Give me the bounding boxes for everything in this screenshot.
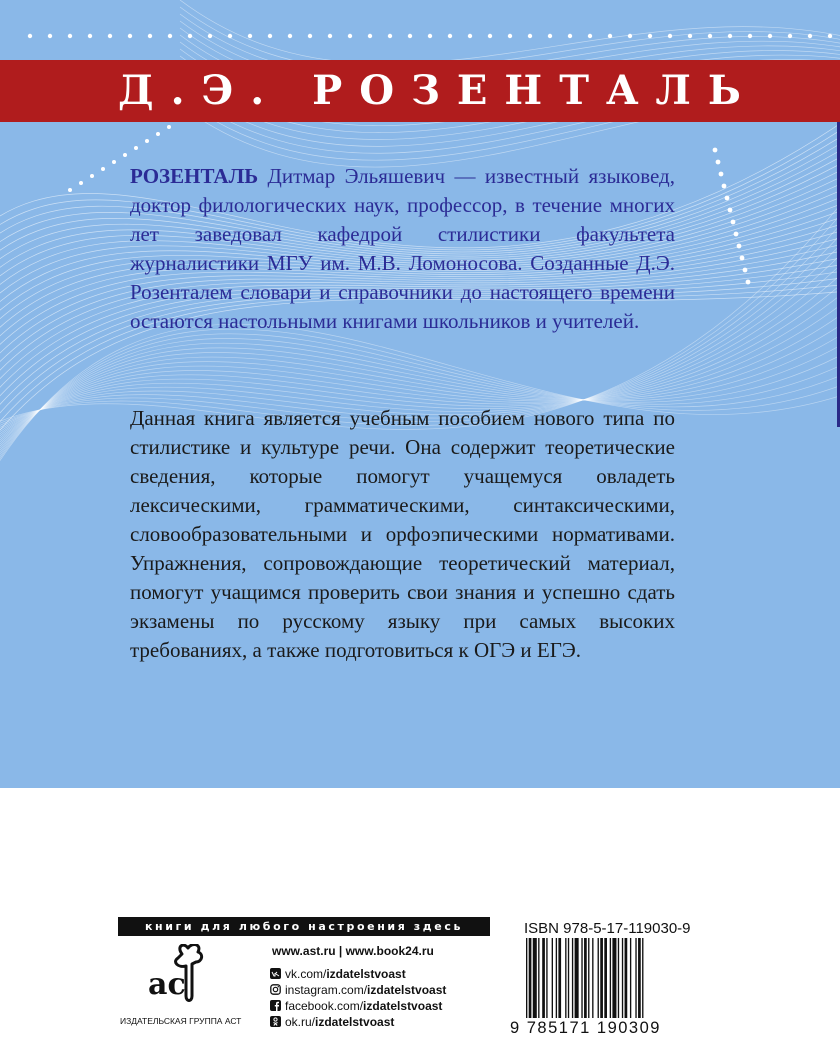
- decor-dot: [156, 132, 160, 136]
- decor-dot: [548, 34, 552, 38]
- website-links[interactable]: www.ast.ru | www.book24.ru: [272, 944, 434, 958]
- barcode-bar: [529, 938, 532, 1018]
- barcode-bar: [581, 938, 582, 1018]
- odnoklassniki-icon: [270, 1016, 281, 1027]
- decor-dot: [28, 34, 32, 38]
- decor-dot: [368, 34, 372, 38]
- barcode-bar: [546, 938, 547, 1018]
- decor-dot: [308, 34, 312, 38]
- decor-dot: [568, 34, 572, 38]
- tagline: книги для любого настроения здесь: [118, 917, 490, 936]
- barcode-bar: [568, 938, 569, 1018]
- decor-dot: [288, 34, 292, 38]
- barcode-bar: [630, 938, 631, 1018]
- decor-dot: [228, 34, 232, 38]
- barcode-bar: [558, 938, 561, 1018]
- social-link-odnoklassniki[interactable]: [270, 1014, 446, 1029]
- barcode-bar: [642, 938, 643, 1018]
- decor-dot: [328, 34, 332, 38]
- social-prefix: vk.com/: [285, 966, 327, 981]
- decor-dot: [108, 34, 112, 38]
- barcode-bar: [638, 938, 641, 1018]
- decor-dot: [123, 153, 127, 157]
- isbn-number: ISBN 978-5-17-119030-9: [524, 920, 691, 937]
- barcode-bar: [622, 938, 623, 1018]
- ean-digits: 9 785171 190309: [510, 1019, 661, 1037]
- barcode-bar: [588, 938, 589, 1018]
- social-link-instagram[interactable]: [270, 982, 446, 997]
- decor-dot: [748, 34, 752, 38]
- decor-dot: [508, 34, 512, 38]
- barcode-bar: [526, 938, 527, 1018]
- decor-dot: [528, 34, 532, 38]
- decor-dot: [608, 34, 612, 38]
- barcode-bar: [572, 938, 573, 1018]
- decor-dot: [743, 268, 748, 273]
- decor-dot: [488, 34, 492, 38]
- decor-dot: [68, 188, 72, 192]
- book-description: Данная книга является учебным пособием нового типа по стилистике и культуре речи. Она содержит теоретические сведения, которые помогут учащемуся овладеть лексическими, грамматическими, синтаксическими, словообразовательными и орфоэпическими нормативами. Упражнения, сопровождающие теоретический материал, помогут учащимся проверить свои знания и успешно сдать экзамены по русскому языку при самых высоких требованиях, а также подготовиться к ОГЭ и ЕГЭ.: [130, 406, 675, 662]
- decor-dot: [468, 34, 472, 38]
- social-prefix: instagram.com/: [285, 982, 368, 997]
- barcode-bar: [556, 938, 557, 1018]
- barcode-bar: [612, 938, 616, 1018]
- publisher-name: ИЗДАТЕЛЬСКАЯ ГРУППА АСТ: [120, 1016, 242, 1026]
- decor-dot: [248, 34, 252, 38]
- social-handle: izdatelstvoast: [326, 966, 406, 981]
- social-handle: izdatelstvoast: [315, 1014, 395, 1029]
- decor-dot: [448, 34, 452, 38]
- social-handle: izdatelstvoast: [363, 998, 443, 1013]
- facebook-icon: [270, 1000, 281, 1011]
- barcode-bar: [592, 938, 593, 1018]
- decor-dot: [48, 34, 52, 38]
- social-prefix: facebook.com/: [285, 998, 364, 1013]
- social-handle: izdatelstvoast: [367, 982, 447, 997]
- barcode: [524, 938, 712, 1018]
- decor-dot: [101, 167, 105, 171]
- decor-dot: [428, 34, 432, 38]
- barcode-bar: [635, 938, 636, 1018]
- decor-dot: [88, 34, 92, 38]
- decor-dot: [768, 34, 772, 38]
- barcode-bar: [598, 938, 599, 1018]
- decor-dot: [90, 174, 94, 178]
- decor-dot: [737, 244, 742, 249]
- ast-logo: [142, 944, 224, 1008]
- decor-dot: [740, 256, 745, 261]
- barcode-bar: [552, 938, 553, 1018]
- decor-dot: [668, 34, 672, 38]
- social-link-facebook[interactable]: [270, 998, 446, 1013]
- decor-dot: [268, 34, 272, 38]
- decor-dot: [128, 34, 132, 38]
- decor-dot: [188, 34, 192, 38]
- decor-dot: [588, 34, 592, 38]
- barcode-bar: [542, 938, 545, 1018]
- decor-dot: [388, 34, 392, 38]
- decor-dot: [148, 34, 152, 38]
- instagram-icon: [270, 984, 281, 995]
- decor-dot: [719, 172, 724, 177]
- decor-dot: [722, 184, 727, 189]
- decor-dot: [208, 34, 212, 38]
- barcode-bar: [618, 938, 619, 1018]
- barcode-bar: [600, 938, 603, 1018]
- decor-dot: [728, 34, 732, 38]
- decor-dot: [648, 34, 652, 38]
- bio-text: Дитмар Эльяшевич — известный языковед, доктор филологических наук, профессор, в течение многих лет заведовал кафедрой стилистики факультета журналистики МГУ им. М.В. Ломоносова. Созданные Д.Э. Розенталем словари и справочники до настоящего времени остаются настольными книгами школьников и учителей.: [130, 164, 675, 333]
- author-name: Д.Э. РОЗЕНТАЛЬ: [118, 67, 758, 114]
- decor-dot: [828, 34, 832, 38]
- decor-dot: [167, 125, 171, 129]
- decor-dot: [708, 34, 712, 38]
- decor-dot: [79, 181, 83, 185]
- barcode-bar: [625, 938, 628, 1018]
- svg-text:ac: ac: [148, 967, 186, 1002]
- decor-dot: [168, 34, 172, 38]
- decor-dot: [731, 220, 736, 225]
- decor-dot: [134, 146, 138, 150]
- barcode-bar: [575, 938, 579, 1018]
- bio-lead: РОЗЕНТАЛЬ: [130, 164, 259, 188]
- social-links: [270, 966, 446, 1030]
- barcode-bar: [604, 938, 607, 1018]
- vk-icon: [270, 968, 281, 979]
- decor-dot: [728, 208, 733, 213]
- decor-dot: [725, 196, 730, 201]
- decor-dot: [713, 148, 718, 153]
- decor-dot: [788, 34, 792, 38]
- decor-dot: [746, 280, 751, 285]
- decor-dot: [348, 34, 352, 38]
- barcode-bar: [610, 938, 611, 1018]
- decor-dot: [628, 34, 632, 38]
- barcode-bar: [538, 938, 539, 1018]
- decor-dot: [145, 139, 149, 143]
- author-bio: [130, 162, 675, 336]
- decor-dot: [716, 160, 721, 165]
- social-link-vk[interactable]: [270, 966, 446, 981]
- social-prefix: ok.ru/: [285, 1014, 316, 1029]
- decor-dot: [688, 34, 692, 38]
- barcode-bar: [584, 938, 587, 1018]
- barcode-bar: [533, 938, 537, 1018]
- barcode-bar: [565, 938, 566, 1018]
- decor-dot: [408, 34, 412, 38]
- author-banner: [0, 60, 840, 122]
- decor-dot: [734, 232, 739, 237]
- decor-dot: [68, 34, 72, 38]
- decor-dot: [808, 34, 812, 38]
- decor-dot: [112, 160, 116, 164]
